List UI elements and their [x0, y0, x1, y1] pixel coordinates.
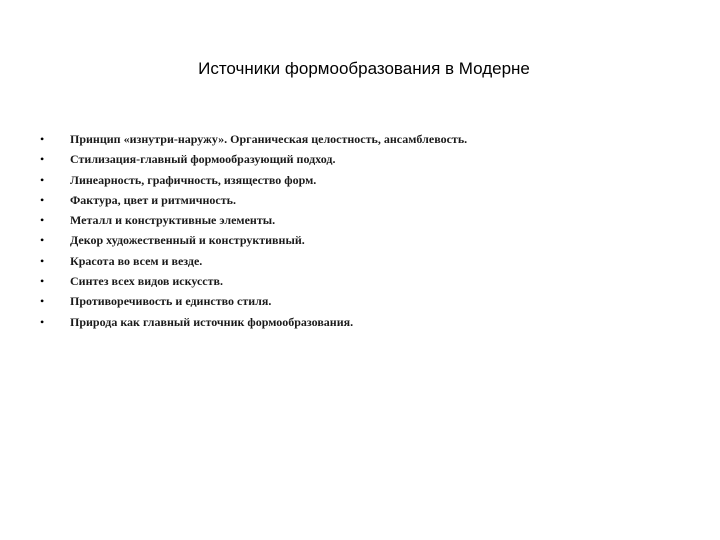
list-item	[40, 271, 700, 291]
bullet-icon: •	[40, 213, 45, 228]
list-item	[40, 190, 700, 210]
bullet-icon: •	[40, 274, 45, 289]
list-item-text: Принцип «изнутри-наружу». Органическая целостность, ансамблевость.	[70, 132, 468, 146]
list-item-text: Красота во всем и везде.	[70, 253, 203, 268]
bullet-list	[40, 129, 700, 332]
list-item-text: Стилизация-главный формообразующий подход.	[70, 152, 336, 167]
list-item	[40, 251, 700, 271]
list-item-text: Линеарность, графичность, изящество форм.	[70, 172, 317, 187]
list-item-text: Противоречивость и единство стиля.	[70, 294, 272, 309]
list-item-text: Синтез всех видов искусств.	[70, 274, 224, 289]
bullet-icon: •	[40, 132, 45, 146]
list-item-text: Декор художественный и конструктивный.	[70, 233, 305, 248]
bullet-icon: •	[40, 233, 45, 248]
slide-title: Источники формообразования в Модерне	[198, 59, 530, 78]
list-item-text: Природа как главный источник формообразования.	[70, 314, 354, 329]
bullet-icon: •	[40, 314, 45, 329]
list-item	[40, 312, 700, 332]
list-item	[40, 230, 700, 250]
list-item	[40, 291, 700, 311]
bullet-icon: •	[40, 253, 45, 268]
bullet-icon: •	[40, 172, 45, 187]
list-item	[40, 129, 700, 149]
bullet-icon: •	[40, 192, 45, 207]
bullet-icon: •	[40, 294, 45, 309]
list-item-text: Металл и конструктивные элементы.	[70, 213, 276, 228]
bullet-icon: •	[40, 152, 45, 167]
list-item	[40, 170, 700, 190]
list-item-text: Фактура, цвет и ритмичность.	[70, 192, 236, 207]
list-item	[40, 210, 700, 230]
list-item	[40, 149, 700, 169]
